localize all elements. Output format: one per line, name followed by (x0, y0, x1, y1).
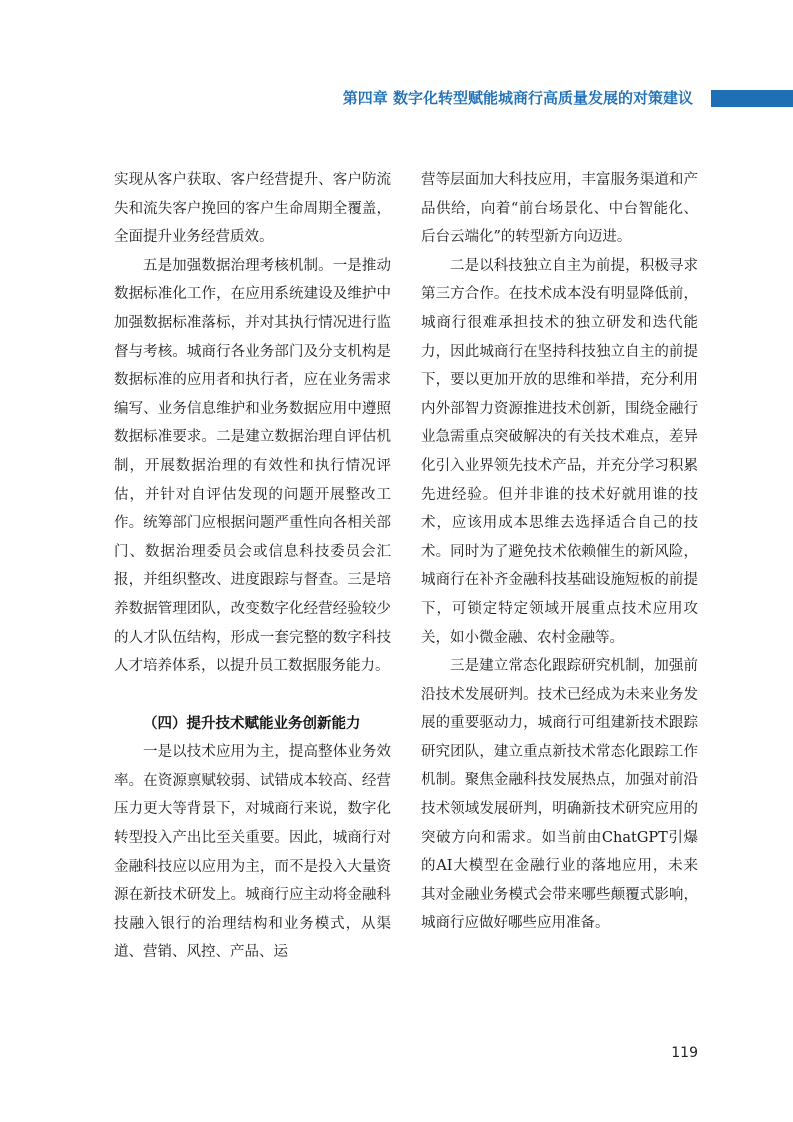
page-number: 119 (671, 1045, 698, 1061)
left-column (114, 166, 391, 967)
left-paragraph-3: 一是以技术应用为主，提高整体业务效率。在资源禀赋较弱、试错成本较高、经营压力更大等背景下，对城商行来说，数字化转型投入产出比至关重要。因此，城商行对金融科技应以应用为主，而不是投入大量资源在新技术研发上。城商行应主动将金融科技融入银行的治理结构和业务模式，从渠道、营销、风控、产品、运 (114, 744, 391, 961)
chapter-title: 第四章 数字化转型赋能城商行高质量发展的对策建议 (342, 89, 693, 107)
right-column (421, 166, 698, 938)
left-paragraph-2: 五是加强数据治理考核机制。一是推动数据标准化工作，在应用系统建设及维护中加强数据标准落标，并对其执行情况进行监督与考核。城商行各业务部门及分支机构是数据标准的应用者和执行者，应在业务需求编写、业务信息维护和业务数据应用中遵照数据标准要求。二是建立数据治理自评估机制，开展数据治理的有效性和执行情况评估，并针对自评估发现的问题开展整改工作。统筹部门应根据问题严重性向各相关部门、数据治理委员会或信息科技委员会汇报，并组织整改、进度跟踪与督查。三是培养数据管理团队，改变数字化经营经验较少的人才队伍结构，形成一套完整的数字科技人才培养体系，以提升员工数据服务能力。 (114, 257, 391, 675)
section-heading: （四）提升技术赋能业务创新能力 (143, 715, 361, 732)
right-paragraph-3: 三是建立常态化跟踪研究机制，加强前沿技术发展研判。技术已经成为未来业务发展的重要驱动力，城商行可组建新技术跟踪研究团队，建立重点新技术常态化跟踪工作机制。聚焦金融科技发展热点，加强对前沿技术领域发展研判，明确新技术研究应用的突破方向和需求。如当前由ChatGPT引爆的AI大模型在金融行业的落地应用，未来其对金融业务模式会带来哪些颠覆式影响，城商行应做好哪些应用准备。 (421, 658, 698, 932)
header-accent-bar (711, 90, 793, 107)
right-paragraph-1: 营等层面加大科技应用，丰富服务渠道和产品供给，向着“前台场景化、中台智能化、后台云端化”的转型新方向迈进。 (421, 172, 698, 246)
left-paragraph-1: 实现从客户获取、客户经营提升、客户防流失和流失客户挽回的客户生命周期全覆盖，全面提升业务经营质效。 (114, 172, 391, 246)
right-paragraph-2: 二是以科技独立自主为前提，积极寻求第三方合作。在技术成本没有明显降低前，城商行很难承担技术的独立研发和迭代能力，因此城商行在坚持科技独立自主的前提下，要以更加开放的思维和举措，充分利用内外部智力资源推进技术创新，围绕金融行业急需重点突破解决的有关技术难点，差异化引入业界领先技术产品，并充分学习积累先进经验。但并非谁的技术好就用谁的技术，应该用成本思维去选择适合自己的技术。同时为了避免技术依赖催生的新风险，城商行在补齐金融科技基础设施短板的前提下，可锁定特定领域开展重点技术应用攻关，如小微金融、农村金融等。 (421, 257, 698, 646)
chapter-header (0, 86, 793, 110)
